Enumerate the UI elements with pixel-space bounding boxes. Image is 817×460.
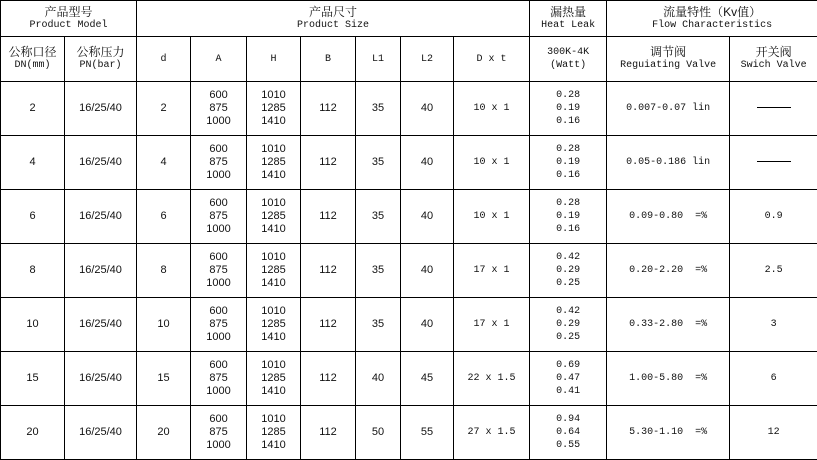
cell-d: 20	[137, 406, 191, 460]
cell-heat-leak	[530, 190, 607, 244]
cell-a	[191, 136, 247, 190]
cell-pn: 16/25/40	[65, 244, 137, 298]
cell-switch-valve: 3	[730, 298, 817, 352]
cell-a-value: 875	[191, 102, 246, 115]
cell-a	[191, 190, 247, 244]
cell-dxt: 10 x 1	[454, 82, 530, 136]
table-row	[1, 352, 817, 406]
cell-l2: 40	[401, 298, 454, 352]
cell-l2: 55	[401, 406, 454, 460]
cell-heat-leak-value: 0.42	[530, 251, 606, 264]
cell-h-value: 1285	[247, 156, 300, 169]
cell-h-value: 1010	[247, 197, 300, 210]
cell-regulating-valve: 0.09-0.80 =%	[607, 190, 730, 244]
cell-a-value: 1000	[191, 169, 246, 182]
header-heat-unit	[530, 37, 607, 82]
cell-heat-leak-value: 0.25	[530, 331, 606, 344]
cell-a-value: 600	[191, 197, 246, 210]
cell-a	[191, 244, 247, 298]
cell-d: 6	[137, 190, 191, 244]
cell-l1: 35	[356, 136, 401, 190]
cell-a-value: 875	[191, 372, 246, 385]
cell-l1: 35	[356, 244, 401, 298]
cell-l2: 40	[401, 190, 454, 244]
header-flow-cn: 流量特性（Kv值）	[607, 6, 817, 19]
cell-switch-valve: 12	[730, 406, 817, 460]
cell-a-value: 1000	[191, 115, 246, 128]
header-product-model-cn: 产品型号	[1, 6, 136, 19]
cell-heat-leak-value: 0.16	[530, 115, 606, 128]
cell-d: 10	[137, 298, 191, 352]
cell-pn: 16/25/40	[65, 298, 137, 352]
header-product-size	[137, 1, 530, 37]
header-pn	[65, 37, 137, 82]
header-heat-unit-line1: 300K-4K	[530, 46, 606, 59]
header-h: H	[247, 37, 301, 82]
cell-switch-valve	[730, 136, 817, 190]
cell-dn: 10	[1, 298, 65, 352]
header-b: B	[301, 37, 356, 82]
cell-heat-leak-value: 0.28	[530, 143, 606, 156]
cell-a-value: 875	[191, 426, 246, 439]
cell-b: 112	[301, 244, 356, 298]
cell-dxt: 22 x 1.5	[454, 352, 530, 406]
header-product-size-en: Product Size	[137, 19, 529, 32]
cell-l1: 50	[356, 406, 401, 460]
cell-a	[191, 406, 247, 460]
cell-dn: 20	[1, 406, 65, 460]
cell-switch-valve	[730, 82, 817, 136]
cell-regulating-valve: 0.33-2.80 =%	[607, 298, 730, 352]
cell-h-value: 1410	[247, 223, 300, 236]
cell-a-value: 1000	[191, 385, 246, 398]
header-heat-unit-line2: (Watt)	[530, 59, 606, 72]
table-row	[1, 136, 817, 190]
cell-h-value: 1410	[247, 169, 300, 182]
header-product-model-en: Product Model	[1, 19, 136, 32]
cell-b: 112	[301, 298, 356, 352]
cell-h-value: 1285	[247, 426, 300, 439]
header-flow-en: Flow Characteristics	[607, 19, 817, 32]
header-switch-cn: 开关阀	[730, 46, 817, 59]
cell-dxt: 10 x 1	[454, 190, 530, 244]
cell-d: 15	[137, 352, 191, 406]
header-flow-characteristics	[607, 1, 817, 37]
cell-dxt: 27 x 1.5	[454, 406, 530, 460]
header-regulating-cn: 调节阀	[607, 46, 729, 59]
cell-switch-valve: 6	[730, 352, 817, 406]
cell-pn: 16/25/40	[65, 136, 137, 190]
cell-heat-leak-value: 0.29	[530, 264, 606, 277]
cell-h-value: 1410	[247, 115, 300, 128]
cell-h-value: 1285	[247, 102, 300, 115]
not-applicable-dash	[757, 161, 791, 162]
cell-a	[191, 298, 247, 352]
cell-a-value: 600	[191, 89, 246, 102]
cell-a-value: 600	[191, 143, 246, 156]
cell-dn: 6	[1, 190, 65, 244]
cell-h-value: 1285	[247, 318, 300, 331]
cell-l1: 35	[356, 190, 401, 244]
header-dn-cn: 公称口径	[1, 46, 64, 59]
header-heat-leak-en: Heat Leak	[530, 19, 606, 32]
cell-regulating-valve: 5.30-1.10 =%	[607, 406, 730, 460]
cell-b: 112	[301, 406, 356, 460]
cell-a-value: 875	[191, 264, 246, 277]
cell-b: 112	[301, 352, 356, 406]
cell-heat-leak-value: 0.42	[530, 305, 606, 318]
header-a: A	[191, 37, 247, 82]
cell-heat-leak-value: 0.64	[530, 426, 606, 439]
cell-heat-leak	[530, 82, 607, 136]
cell-heat-leak-value: 0.41	[530, 385, 606, 398]
cell-h-value: 1285	[247, 264, 300, 277]
header-row-2	[1, 37, 817, 82]
header-d: d	[137, 37, 191, 82]
cell-switch-valve: 0.9	[730, 190, 817, 244]
cell-pn: 16/25/40	[65, 352, 137, 406]
header-switch-en: Swich Valve	[730, 59, 817, 72]
cell-b: 112	[301, 82, 356, 136]
cell-h-value: 1410	[247, 331, 300, 344]
cell-l2: 40	[401, 82, 454, 136]
cell-h-value: 1010	[247, 413, 300, 426]
header-regulating-valve	[607, 37, 730, 82]
cell-a-value: 600	[191, 359, 246, 372]
cell-pn: 16/25/40	[65, 190, 137, 244]
cell-pn: 16/25/40	[65, 82, 137, 136]
cell-heat-leak-value: 0.94	[530, 413, 606, 426]
cell-b: 112	[301, 190, 356, 244]
cell-regulating-valve: 0.05-0.186 lin	[607, 136, 730, 190]
cell-heat-leak	[530, 298, 607, 352]
cell-switch-valve: 2.5	[730, 244, 817, 298]
cell-dxt: 17 x 1	[454, 244, 530, 298]
cell-h-value: 1010	[247, 89, 300, 102]
cell-a-value: 875	[191, 318, 246, 331]
cell-h	[247, 82, 301, 136]
cell-heat-leak-value: 0.55	[530, 439, 606, 452]
cell-dxt: 10 x 1	[454, 136, 530, 190]
cell-a-value: 875	[191, 156, 246, 169]
cell-heat-leak-value: 0.16	[530, 169, 606, 182]
cell-d: 2	[137, 82, 191, 136]
cell-d: 8	[137, 244, 191, 298]
table-row	[1, 82, 817, 136]
cell-a-value: 1000	[191, 277, 246, 290]
cell-l1: 35	[356, 82, 401, 136]
table-row	[1, 298, 817, 352]
cell-heat-leak-value: 0.29	[530, 318, 606, 331]
cell-h	[247, 298, 301, 352]
cell-h	[247, 352, 301, 406]
header-dn-en: DN(mm)	[1, 59, 64, 72]
header-l1: L1	[356, 37, 401, 82]
header-heat-leak-cn: 漏热量	[530, 6, 606, 19]
cell-l1: 40	[356, 352, 401, 406]
cell-a	[191, 352, 247, 406]
header-pn-cn: 公称压力	[65, 46, 136, 59]
cell-heat-leak-value: 0.19	[530, 102, 606, 115]
header-heat-leak	[530, 1, 607, 37]
cell-h-value: 1010	[247, 359, 300, 372]
cell-regulating-valve: 0.007-0.07 lin	[607, 82, 730, 136]
cell-h-value: 1010	[247, 143, 300, 156]
not-applicable-dash	[757, 107, 791, 108]
table-row	[1, 190, 817, 244]
cell-heat-leak-value: 0.16	[530, 223, 606, 236]
cell-heat-leak-value: 0.25	[530, 277, 606, 290]
table-row	[1, 406, 817, 460]
cell-h	[247, 190, 301, 244]
cell-a-value: 600	[191, 251, 246, 264]
cell-h	[247, 244, 301, 298]
header-dxt: D x t	[454, 37, 530, 82]
cell-pn: 16/25/40	[65, 406, 137, 460]
header-product-size-cn: 产品尺寸	[137, 6, 529, 19]
cell-h-value: 1285	[247, 210, 300, 223]
header-switch-valve	[730, 37, 817, 82]
cell-h-value: 1285	[247, 372, 300, 385]
cell-h-value: 1010	[247, 251, 300, 264]
cell-heat-leak-value: 0.47	[530, 372, 606, 385]
cell-h	[247, 406, 301, 460]
cell-a-value: 600	[191, 305, 246, 318]
cell-a-value: 600	[191, 413, 246, 426]
header-pn-en: PN(bar)	[65, 59, 136, 72]
header-dn	[1, 37, 65, 82]
cell-h-value: 1410	[247, 277, 300, 290]
cell-regulating-valve: 1.00-5.80 =%	[607, 352, 730, 406]
table-body	[1, 82, 817, 460]
cell-dn: 4	[1, 136, 65, 190]
cell-heat-leak	[530, 406, 607, 460]
cell-h-value: 1410	[247, 439, 300, 452]
cell-a-value: 1000	[191, 331, 246, 344]
cell-dn: 2	[1, 82, 65, 136]
cell-heat-leak	[530, 244, 607, 298]
header-row-1	[1, 1, 817, 37]
cell-l2: 40	[401, 136, 454, 190]
cell-heat-leak-value: 0.19	[530, 210, 606, 223]
cell-d: 4	[137, 136, 191, 190]
cell-b: 112	[301, 136, 356, 190]
cell-l2: 40	[401, 244, 454, 298]
header-product-model	[1, 1, 137, 37]
cell-a-value: 875	[191, 210, 246, 223]
cell-a-value: 1000	[191, 439, 246, 452]
cell-dxt: 17 x 1	[454, 298, 530, 352]
cell-heat-leak-value: 0.69	[530, 359, 606, 372]
cell-heat-leak-value: 0.28	[530, 197, 606, 210]
table-row	[1, 244, 817, 298]
cell-heat-leak-value: 0.19	[530, 156, 606, 169]
cell-h-value: 1410	[247, 385, 300, 398]
cell-a-value: 1000	[191, 223, 246, 236]
cell-a	[191, 82, 247, 136]
cell-heat-leak	[530, 136, 607, 190]
cell-h-value: 1010	[247, 305, 300, 318]
header-regulating-en: Reguiating Valve	[607, 59, 729, 72]
cell-l2: 45	[401, 352, 454, 406]
cell-heat-leak	[530, 352, 607, 406]
cell-heat-leak-value: 0.28	[530, 89, 606, 102]
cell-l1: 35	[356, 298, 401, 352]
cell-regulating-valve: 0.20-2.20 =%	[607, 244, 730, 298]
cell-h	[247, 136, 301, 190]
cell-dn: 15	[1, 352, 65, 406]
cell-dn: 8	[1, 244, 65, 298]
header-l2: L2	[401, 37, 454, 82]
